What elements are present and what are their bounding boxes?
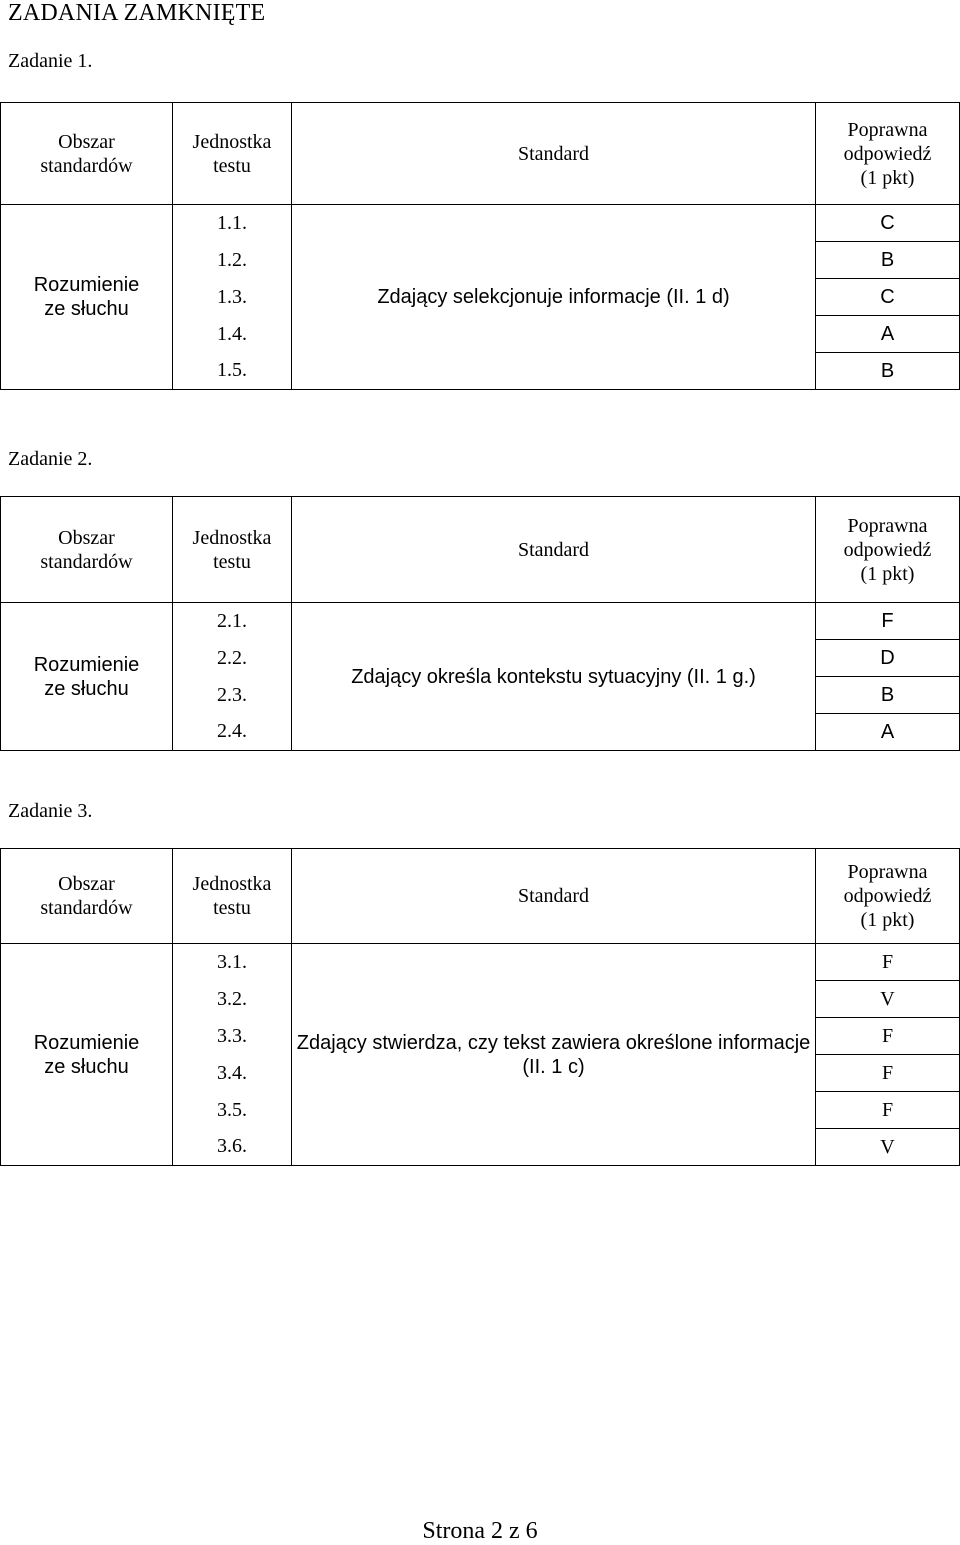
header-answer <box>816 103 960 205</box>
area-line: ze słuchu <box>44 677 129 700</box>
table-row <box>1 944 960 981</box>
header-unit <box>173 849 292 944</box>
answer-cell: B <box>816 677 960 714</box>
header-answer-line: (1 pkt) <box>860 562 915 585</box>
table-header-row <box>1 849 960 944</box>
unit-cell: 3.1. <box>173 944 292 981</box>
unit-cell: 1.4. <box>173 316 292 353</box>
header-answer-line: (1 pkt) <box>860 166 915 189</box>
standard-line: Zdający określa kontekstu sytuacyjny (II. 1 g.) <box>351 665 756 688</box>
page-footer: Strona 2 z 6 <box>422 1518 538 1544</box>
unit-cell: 3.2. <box>173 981 292 1018</box>
header-area <box>1 849 173 944</box>
task-1-heading: Zadanie 1. <box>8 50 93 72</box>
answer-cell: F <box>816 1055 960 1092</box>
standard-line: (II. 1 c) <box>522 1055 585 1078</box>
header-unit-line: testu <box>213 154 251 177</box>
header-area <box>1 103 173 205</box>
unit-cell: 1.2. <box>173 242 292 279</box>
header-unit <box>173 103 292 205</box>
header-standard: Standard <box>292 103 816 205</box>
header-area-line: Obszar <box>58 873 115 895</box>
unit-cell: 3.6. <box>173 1129 292 1166</box>
unit-cell: 3.3. <box>173 1018 292 1055</box>
area-line: Rozumienie <box>33 274 140 296</box>
header-standard: Standard <box>292 849 816 944</box>
answer-cell: A <box>816 316 960 353</box>
area-cell <box>1 603 173 751</box>
table-header-row <box>1 103 960 205</box>
unit-cell: 1.1. <box>173 205 292 242</box>
unit-cell: 1.5. <box>173 353 292 390</box>
area-line: Rozumienie <box>33 653 140 676</box>
header-area-line: standardów <box>40 897 133 919</box>
header-answer-line: (1 pkt) <box>860 909 915 931</box>
task-2-table <box>0 496 960 751</box>
header-answer-line: Poprawna <box>847 514 928 537</box>
unit-cell: 3.4. <box>173 1055 292 1092</box>
answer-cell: V <box>816 981 960 1018</box>
table-header-row <box>1 497 960 603</box>
answer-cell: C <box>816 205 960 242</box>
header-unit-line: Jednostka <box>192 130 272 153</box>
task-2-heading: Zadanie 2. <box>8 448 93 470</box>
header-answer-line: odpowiedź <box>843 142 932 165</box>
answer-cell: C <box>816 279 960 316</box>
answer-cell: F <box>816 603 960 640</box>
answer-cell: F <box>816 944 960 981</box>
task-3-table <box>0 848 960 1166</box>
standard-line: Zdający stwierdza, czy tekst zawiera określone informacje <box>296 1031 811 1054</box>
unit-cell: 2.1. <box>173 603 292 640</box>
page-title: ZADANIA ZAMKNIĘTE <box>8 0 266 26</box>
header-answer-line: Poprawna <box>847 861 928 883</box>
answer-cell: A <box>816 714 960 751</box>
unit-cell: 1.3. <box>173 279 292 316</box>
standard-cell <box>292 205 816 390</box>
unit-cell: 2.4. <box>173 714 292 751</box>
table-row <box>1 603 960 640</box>
task-3-heading: Zadanie 3. <box>8 800 93 822</box>
header-unit-line: testu <box>213 897 251 919</box>
area-cell <box>1 944 173 1166</box>
standard-line: Zdający selekcjonuje informacje (II. 1 d) <box>377 286 730 308</box>
header-answer-line: Poprawna <box>847 118 928 141</box>
header-unit-line: Jednostka <box>192 526 272 549</box>
unit-cell: 3.5. <box>173 1092 292 1129</box>
standard-cell <box>292 944 816 1166</box>
answer-cell: V <box>816 1129 960 1166</box>
answer-cell: F <box>816 1092 960 1129</box>
header-area-line: standardów <box>40 550 133 573</box>
answer-cell: B <box>816 242 960 279</box>
header-area <box>1 497 173 603</box>
header-unit-line: Jednostka <box>192 873 272 895</box>
answer-cell: D <box>816 640 960 677</box>
area-line: ze słuchu <box>44 1055 129 1078</box>
header-standard: Standard <box>292 497 816 603</box>
header-answer <box>816 497 960 603</box>
unit-cell: 2.2. <box>173 640 292 677</box>
task-1-table <box>0 102 960 390</box>
area-line: Rozumienie <box>33 1031 140 1054</box>
header-answer <box>816 849 960 944</box>
area-line: ze słuchu <box>44 298 129 320</box>
header-unit <box>173 497 292 603</box>
header-area-line: standardów <box>40 154 133 177</box>
answer-cell: F <box>816 1018 960 1055</box>
answer-cell: B <box>816 353 960 390</box>
area-cell <box>1 205 173 390</box>
header-area-line: Obszar <box>58 130 115 153</box>
header-area-line: Obszar <box>58 526 115 549</box>
header-unit-line: testu <box>213 550 251 573</box>
header-answer-line: odpowiedź <box>843 538 932 561</box>
unit-cell: 2.3. <box>173 677 292 714</box>
table-row <box>1 205 960 242</box>
header-answer-line: odpowiedź <box>843 885 932 907</box>
standard-cell <box>292 603 816 751</box>
